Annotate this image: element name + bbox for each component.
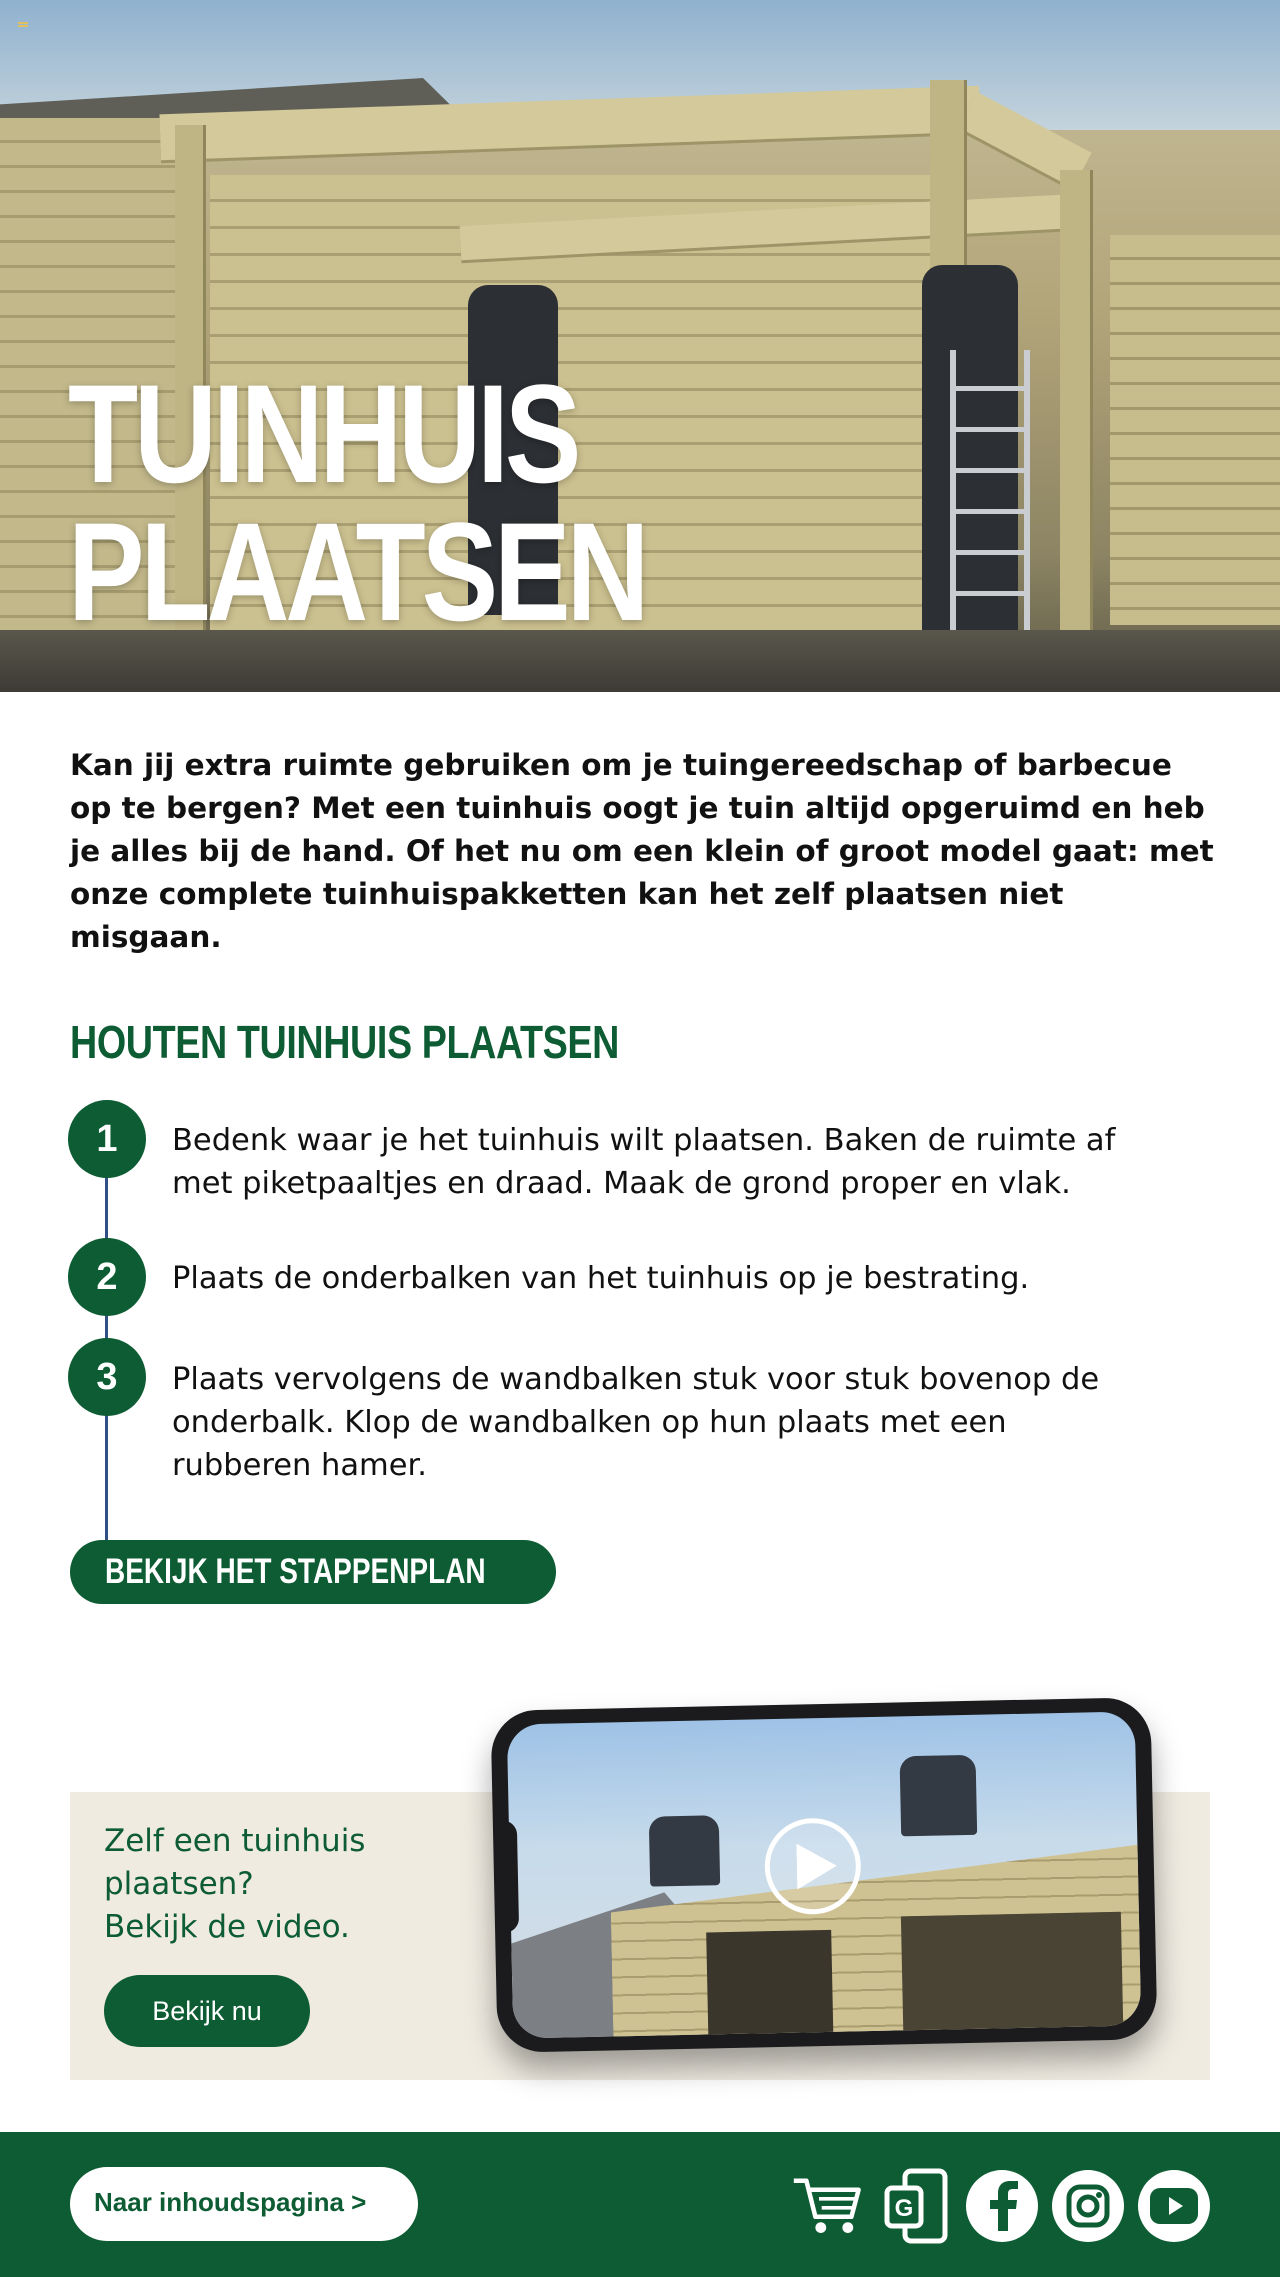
section-title: HOUTEN TUINHUIS PLAATSEN	[70, 1016, 619, 1068]
stappenplan-button[interactable]	[70, 1540, 556, 1604]
step-number-3: 3	[68, 1338, 146, 1416]
step-text-1: Bedenk waar je het tuinhuis wilt plaatsen. Baken de ruimte af met piketpaaltjes en draad. Maak de grond proper en vlak.	[172, 1123, 1116, 1201]
facebook-icon[interactable]	[966, 2170, 1038, 2242]
hero-title	[68, 355, 646, 650]
naar-inhoudspagina-label: Naar inhoudspagina >	[94, 2187, 367, 2217]
stappenplan-button-label: BEKIJK HET STAPPENPLAN	[105, 1552, 486, 1591]
svg-text:G: G	[894, 2195, 914, 2222]
step-text-2: Plaats de onderbalken van het tuinhuis op je bestrating.	[172, 1261, 1030, 1296]
instagram-icon[interactable]	[1052, 2170, 1124, 2242]
hero-title-line2: PLAATSEN	[68, 493, 646, 650]
promo-line-2: plaatsen?	[104, 1866, 254, 1902]
phone-notch	[495, 1820, 519, 1932]
promo-line-1: Zelf een tuinhuis	[104, 1823, 366, 1859]
thumb-door	[706, 1930, 833, 2039]
youtube-icon[interactable]	[1138, 2170, 1210, 2242]
video-thumbnail[interactable]	[507, 1711, 1141, 2038]
naar-inhoudspagina-button[interactable]	[70, 2167, 418, 2241]
step-text-3: Plaats vervolgens de wandbalken stuk voor stuk bovenop de onderbalk. Klop de wandbalken op hun plaats met een rubberen hamer.	[172, 1362, 1100, 1483]
hero-wall-right	[1110, 235, 1280, 625]
promo-text	[104, 1820, 404, 1949]
hero-banner	[0, 0, 1280, 692]
hero-title-line1: TUINHUIS	[68, 355, 578, 512]
menu-icon[interactable]	[18, 22, 28, 28]
cart-icon[interactable]	[792, 2170, 864, 2242]
hero-post	[1060, 170, 1090, 660]
phone-video-preview[interactable]	[490, 1697, 1157, 2053]
promo-line-3: Bekijk de video.	[104, 1909, 350, 1945]
thumb-door	[901, 1912, 1123, 2037]
step-number-2: 2	[68, 1238, 146, 1316]
thumb-person	[900, 1755, 978, 1837]
footer-bar	[0, 2132, 1280, 2277]
intro-text: Kan jij extra ruimte gebruiken om je tuingereedschap of barbecue op te bergen? Met een tuinhuis oogt je tuin altijd opgeruimd en heb je alles bij de hand. Of het nu om een klein of groot model gaat: met onze complete tuinhuispakketten kan het zelf plaatsen niet misgaan.	[70, 748, 1214, 954]
step-number-1: 1	[68, 1100, 146, 1178]
bekijk-nu-button[interactable]: Bekijk nu	[104, 1975, 310, 2047]
giftcard-phone-icon[interactable]	[880, 2170, 952, 2242]
thumb-person	[649, 1815, 720, 1886]
